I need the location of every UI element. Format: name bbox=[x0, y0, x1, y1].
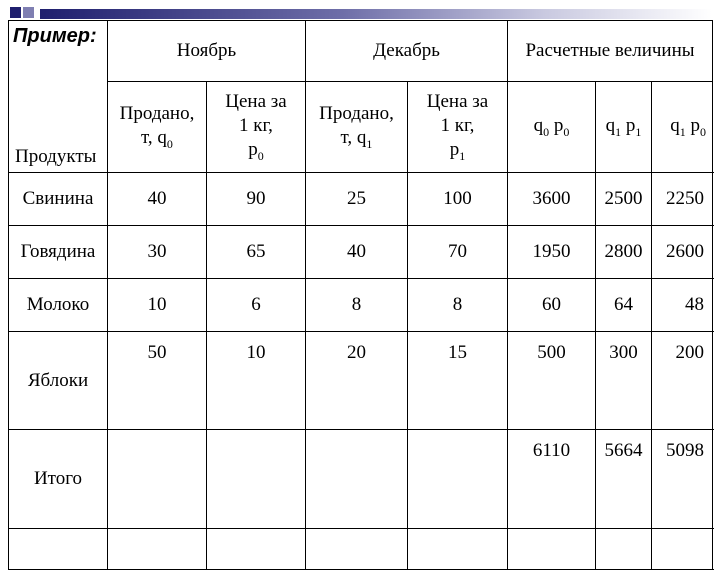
products-label: Продукты bbox=[15, 146, 97, 167]
cell: 3600 bbox=[508, 173, 596, 226]
cell: 2800 bbox=[596, 226, 652, 279]
row-name: Говядина bbox=[9, 226, 108, 279]
row-name: Свинина bbox=[9, 173, 108, 226]
cell bbox=[306, 430, 408, 529]
cell: 6110 bbox=[508, 430, 596, 529]
row-name: Молоко bbox=[9, 279, 108, 332]
cell bbox=[9, 529, 108, 570]
december-header: Декабрь bbox=[306, 21, 508, 82]
table-row bbox=[9, 279, 713, 332]
table-row bbox=[9, 173, 713, 226]
products-header-cell bbox=[9, 21, 108, 173]
cell: 5098 bbox=[652, 430, 713, 529]
decor-square bbox=[23, 7, 34, 18]
cell: 50 bbox=[108, 332, 207, 430]
cell: 100 bbox=[408, 173, 508, 226]
blank-row bbox=[9, 529, 713, 570]
cell: 10 bbox=[207, 332, 306, 430]
cell: 6 bbox=[207, 279, 306, 332]
cell: 1950 bbox=[508, 226, 596, 279]
cell bbox=[652, 529, 713, 570]
november-header: Ноябрь bbox=[108, 21, 306, 82]
price-dec-header: Цена за 1 кг, $p_1$ bbox=[408, 82, 508, 173]
cell bbox=[596, 529, 652, 570]
example-label: Пример: bbox=[13, 25, 97, 47]
row-name: Итого bbox=[9, 430, 108, 529]
cell: 15 bbox=[408, 332, 508, 430]
cell: 70 bbox=[408, 226, 508, 279]
total-row bbox=[9, 430, 713, 529]
cell bbox=[408, 529, 508, 570]
cell: 10 bbox=[108, 279, 207, 332]
cell: 65 bbox=[207, 226, 306, 279]
cell bbox=[108, 430, 207, 529]
sold-dec-header: Продано, т, $q_1$ bbox=[306, 82, 408, 173]
cell: 500 bbox=[508, 332, 596, 430]
decor-stripe bbox=[40, 9, 712, 19]
cell: 8 bbox=[408, 279, 508, 332]
cell bbox=[508, 529, 596, 570]
header-row bbox=[9, 21, 713, 82]
cell: 2500 bbox=[596, 173, 652, 226]
table-row bbox=[9, 226, 713, 279]
cell: 8 bbox=[306, 279, 408, 332]
cell bbox=[207, 430, 306, 529]
cell: 5664 bbox=[596, 430, 652, 529]
cell: 30 bbox=[108, 226, 207, 279]
price-index-table bbox=[8, 20, 713, 570]
subheader-row bbox=[9, 82, 713, 173]
cell: 90 bbox=[207, 173, 306, 226]
table-row bbox=[9, 332, 713, 430]
cell: 60 bbox=[508, 279, 596, 332]
calc-q1p1-header: $q_1$ $p_1$ bbox=[596, 82, 652, 173]
cell: 40 bbox=[306, 226, 408, 279]
cell: 20 bbox=[306, 332, 408, 430]
calc-q1p0-header: $q_1$ $p_0$ bbox=[652, 82, 713, 173]
sold-nov-header: Продано, т, $q_0$ bbox=[108, 82, 207, 173]
cell: 2600 bbox=[652, 226, 713, 279]
price-nov-header: Цена за 1 кг, $p_0$ bbox=[207, 82, 306, 173]
cell bbox=[408, 430, 508, 529]
cell bbox=[306, 529, 408, 570]
cell bbox=[207, 529, 306, 570]
row-name: Яблоки bbox=[9, 332, 108, 430]
cell bbox=[108, 529, 207, 570]
cell: 300 bbox=[596, 332, 652, 430]
calc-q0p0-header: $q_0$ $p_0$ bbox=[508, 82, 596, 173]
cell: 48 bbox=[652, 279, 713, 332]
cell: 2250 bbox=[652, 173, 713, 226]
cell: 200 bbox=[652, 332, 713, 430]
decor-square bbox=[10, 7, 21, 18]
cell: 40 bbox=[108, 173, 207, 226]
cell: 64 bbox=[596, 279, 652, 332]
cell: 25 bbox=[306, 173, 408, 226]
calculated-header: Расчетные величины bbox=[508, 21, 713, 82]
